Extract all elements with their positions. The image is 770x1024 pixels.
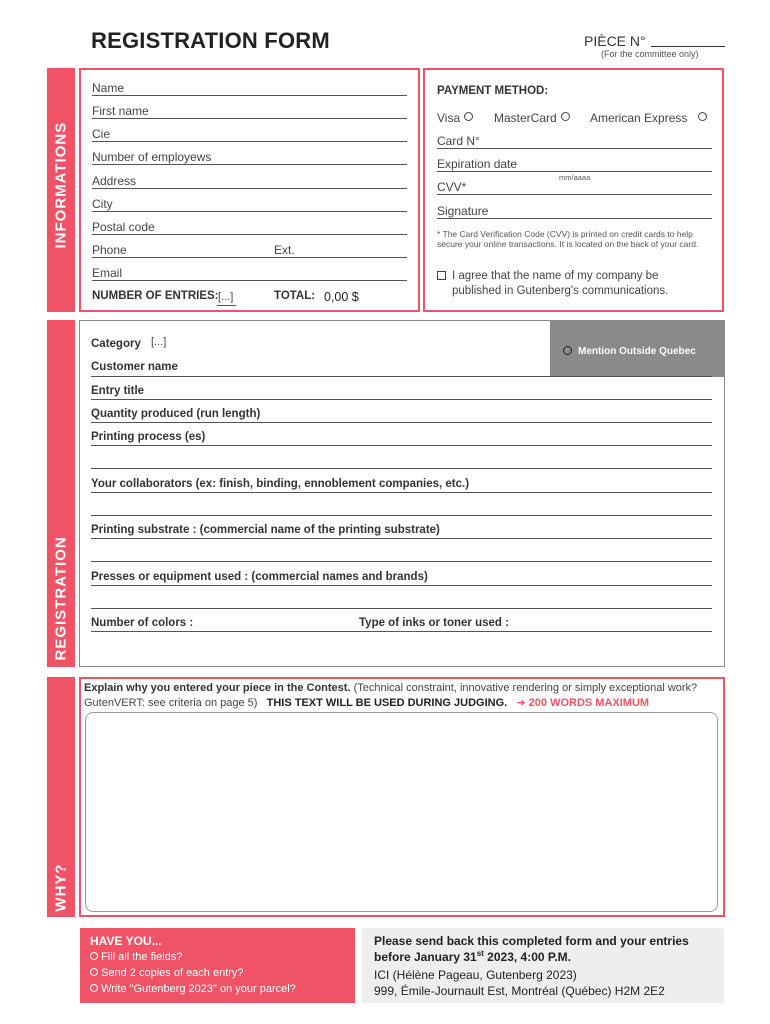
postal-code-label: Postal code [92, 220, 155, 234]
why-judging: THIS TEXT WILL BE USED DURING JUDGING. [266, 697, 508, 709]
total-value: 0,00 $ [324, 290, 359, 304]
customer-name-label: Customer name [91, 361, 178, 373]
have-you-item-text: Write "Gutenberg 2023" on your parcel? [101, 983, 296, 995]
phone-field[interactable] [92, 257, 407, 258]
why-tab-label: WHY? [52, 863, 70, 912]
entry-title-field[interactable] [91, 399, 712, 400]
expiration-hint: mm/aaaa [559, 173, 591, 182]
email-label: Email [92, 266, 123, 280]
agree-checkbox[interactable] [437, 271, 446, 280]
customer-name-field[interactable] [91, 376, 712, 377]
why-gutenvert: GutenVERT: see criteria on page 5) [84, 697, 258, 709]
email-field[interactable] [92, 280, 407, 281]
agree-text-line1: I agree that the name of my company be [452, 270, 659, 282]
substrate-field-1[interactable] [91, 538, 712, 539]
postal-code-field[interactable] [92, 234, 407, 235]
address-field[interactable] [92, 188, 407, 189]
presses-field-2[interactable] [91, 608, 712, 609]
why-arrow-icon: ➜ [516, 697, 526, 709]
first-name-field[interactable] [92, 118, 407, 119]
why-explain-rest: (Technical constraint, innovative rendering or simply exceptional work? [353, 682, 698, 694]
why-instructions [84, 681, 724, 711]
employees-field[interactable] [92, 164, 407, 165]
category-value[interactable]: [...] [151, 336, 167, 348]
committee-note: (For the committee only) [601, 49, 699, 59]
inks-label: Type of inks or toner used : [359, 617, 509, 629]
printing-process-field-2[interactable] [91, 468, 712, 469]
total-label: TOTAL: [274, 290, 316, 302]
informations-tab-label: INFORMATIONS [52, 121, 70, 249]
mention-label: Mention Outside Quebec [578, 346, 696, 357]
quantity-field[interactable] [91, 422, 712, 423]
why-explain-bold: Explain why you entered your piece in the Contest. [84, 682, 351, 694]
payment-heading: PAYMENT METHOD: [437, 85, 549, 97]
printing-process-field-1[interactable] [91, 445, 712, 446]
expiration-label: Expiration date [437, 157, 518, 171]
presses-field-1[interactable] [91, 585, 712, 586]
entry-title-label: Entry title [91, 385, 145, 397]
why-textarea[interactable] [85, 712, 718, 912]
form-title: REGISTRATION FORM [91, 28, 330, 53]
city-label: City [92, 197, 113, 211]
mention-radio[interactable] [563, 346, 572, 355]
have-you-heading: HAVE YOU... [90, 934, 162, 948]
first-name-label: First name [92, 104, 149, 118]
have-you-item-text: Fill all the fields? [101, 951, 183, 963]
entries-label: NUMBER OF ENTRIES: [92, 290, 219, 302]
agree-text-line2: published in Gutenberg's communications. [452, 285, 669, 297]
company-field[interactable] [92, 141, 407, 142]
circle-icon [90, 984, 98, 992]
deadline-post: 2023, 4:00 P.M. [483, 950, 572, 964]
quantity-label: Quantity produced (run length) [91, 408, 261, 420]
piece-number-field[interactable] [651, 46, 725, 47]
phone-label: Phone [92, 243, 127, 257]
colors-inks-field[interactable] [91, 631, 712, 632]
why-max-words: 200 WORDS MAXIMUM [528, 697, 650, 709]
collaborators-label: Your collaborators (ex: finish, binding, ennoblement companies, etc.) [91, 478, 470, 490]
cvv-note: * The Card Verification Code (CVV) is printed on credit cards to help secure your online transactions. It is located on the back of your card. [437, 229, 699, 249]
expiration-field[interactable] [437, 171, 712, 172]
entries-value[interactable]: [...] [218, 291, 234, 303]
category-label: Category [91, 338, 141, 350]
mastercard-label: MasterCard [494, 111, 557, 125]
have-you-item-1 [90, 951, 182, 963]
address-label: Address [92, 174, 137, 188]
ext-label: Ext. [274, 243, 295, 257]
registration-tab-label: REGISTRATION [52, 536, 70, 661]
send-back-line1: Please send back this completed form and your entries [374, 934, 689, 948]
name-field[interactable] [92, 95, 407, 96]
send-back-address2: 999, Émile-Journault Est, Montréal (Québec) H2M 2E2 [374, 984, 665, 998]
name-label: Name [92, 81, 125, 95]
collaborators-field-2[interactable] [91, 515, 712, 516]
send-back-address1: ICI (Hélène Pageau, Gutenberg 2023) [374, 968, 577, 982]
have-you-item-2 [90, 967, 244, 979]
amex-label: American Express [590, 111, 688, 125]
signature-field[interactable] [437, 218, 712, 219]
city-field[interactable] [92, 211, 407, 212]
deadline-sup: st [476, 949, 484, 958]
card-number-label: Card N° [437, 134, 480, 148]
have-you-item-3 [90, 983, 296, 995]
amex-radio[interactable] [698, 112, 707, 121]
colors-label: Number of colors : [91, 617, 194, 629]
visa-radio[interactable] [464, 112, 473, 121]
visa-label: Visa [437, 111, 461, 125]
company-label: Cie [92, 127, 111, 141]
entries-underline [217, 305, 236, 306]
signature-label: Signature [437, 204, 489, 218]
have-you-item-text: Send 2 copies of each entry? [101, 967, 244, 979]
collaborators-field-1[interactable] [91, 492, 712, 493]
employees-label: Number of employews [92, 150, 212, 164]
circle-icon [90, 952, 98, 960]
printing-process-label: Printing process (es) [91, 431, 206, 443]
card-number-field[interactable] [437, 148, 712, 149]
send-back-deadline [374, 949, 571, 964]
mastercard-radio[interactable] [561, 112, 570, 121]
substrate-field-2[interactable] [91, 561, 712, 562]
piece-number-label: PIÈCE N° [584, 33, 646, 49]
circle-icon [90, 968, 98, 976]
cvv-field[interactable] [437, 194, 712, 195]
deadline-pre: before January 31 [374, 950, 477, 964]
mention-box [550, 321, 724, 377]
registration-tab [47, 320, 75, 667]
have-you-box [80, 928, 355, 1003]
send-back-box [362, 928, 724, 1003]
cvv-label: CVV* [437, 180, 467, 194]
informations-tab [47, 68, 75, 312]
why-tab [47, 677, 75, 917]
substrate-label: Printing substrate : (commercial name of the printing substrate) [91, 524, 440, 536]
presses-label: Presses or equipment used : (commercial names and brands) [91, 571, 428, 583]
